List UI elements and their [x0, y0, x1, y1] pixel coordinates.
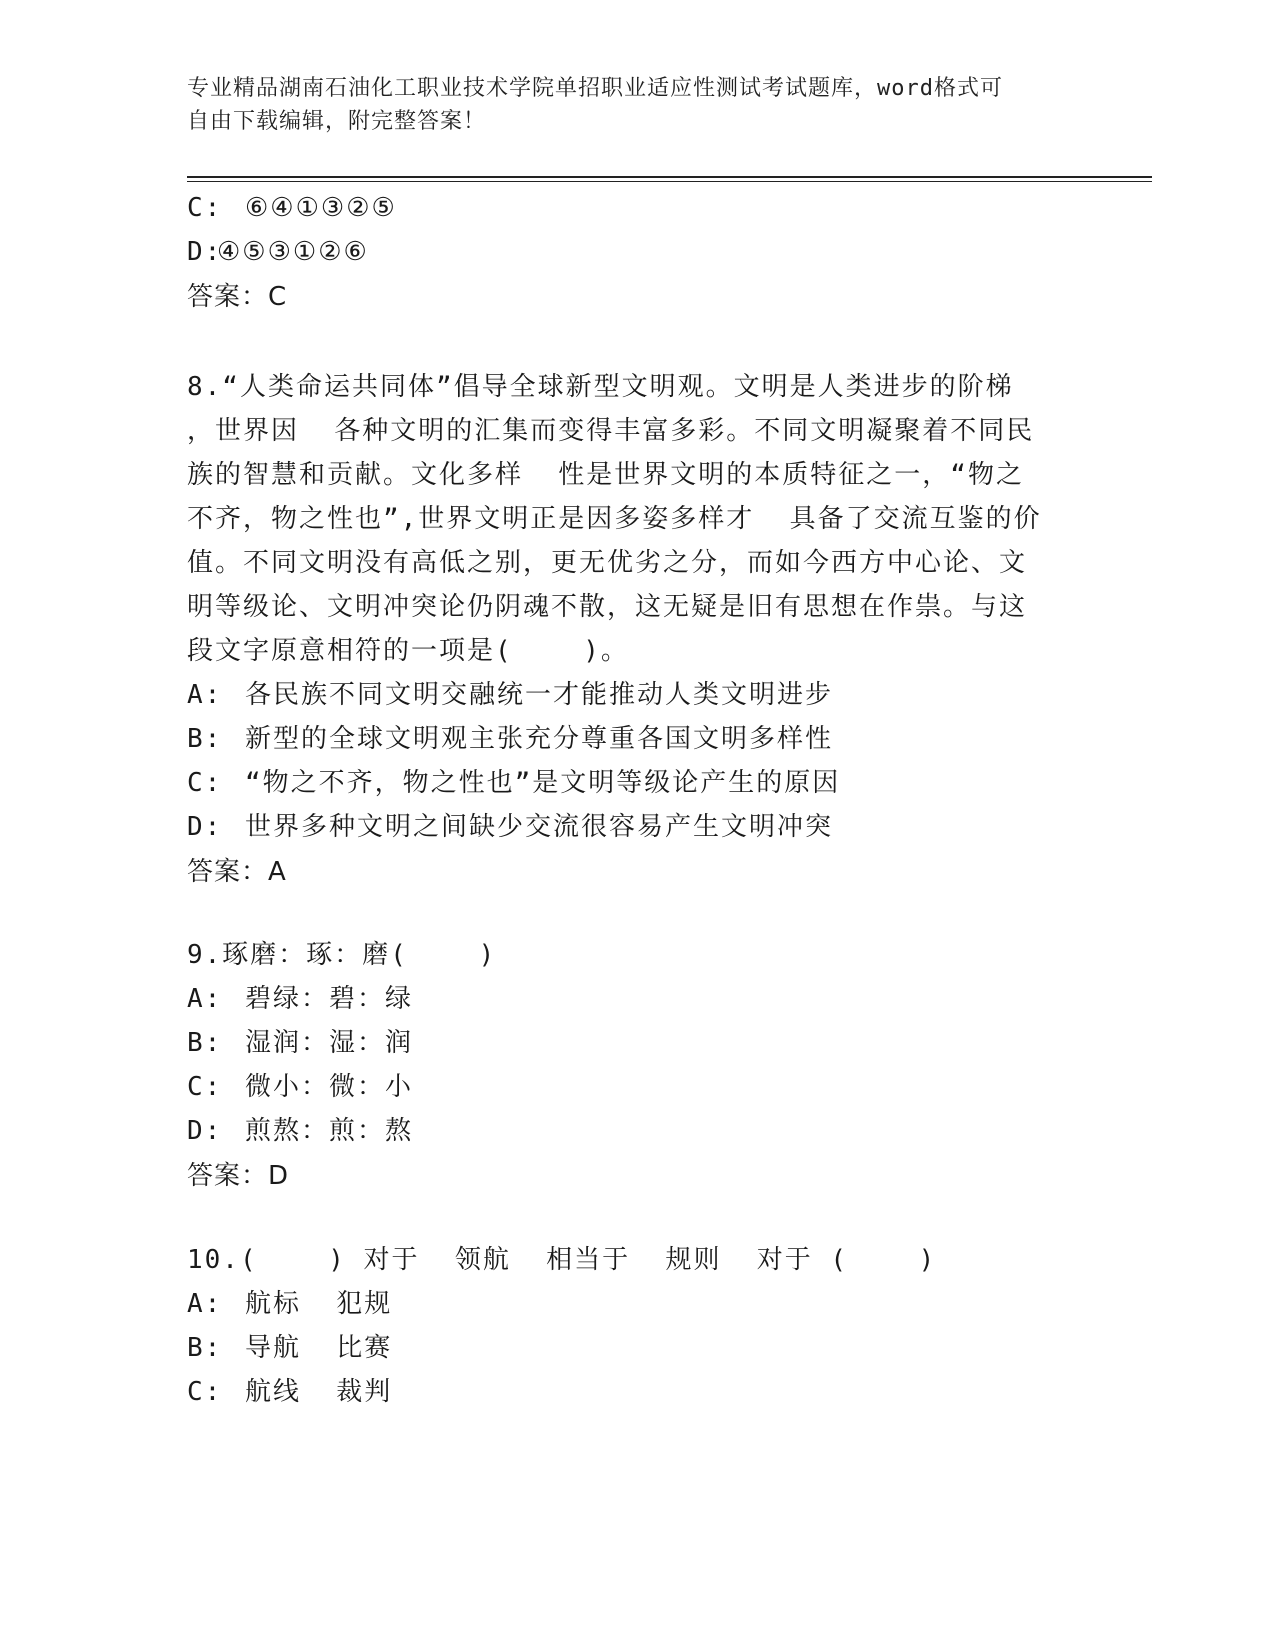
q8-stem-line: 值。不同文明没有高低之别，更无优劣之分，而如今西方中心论、文: [187, 548, 1028, 578]
q10-option-c: [187, 1375, 392, 1409]
q8-answer: 答案：A: [187, 857, 287, 887]
q7-option-d-label: D:: [187, 237, 223, 267]
q9-option-label: C:: [187, 1072, 223, 1102]
q8-option-label: B:: [187, 724, 223, 754]
q10-option-text: 航标 犯规: [245, 1289, 393, 1319]
q9-option-d: [187, 1114, 413, 1148]
q10-option-text: 导航 比赛: [245, 1333, 393, 1363]
q10-option-label: A:: [187, 1289, 223, 1319]
q8-option-text: 世界多种文明之间缺少交流很容易产生文明冲突: [245, 812, 834, 842]
q10-option-text: 航线 裁判: [245, 1377, 393, 1407]
q8-stem-line: 8.“人类命运共同体”倡导全球新型文明观。文明是人类进步的阶梯: [187, 372, 1014, 402]
q7-answer: 答案：C: [187, 282, 288, 312]
q8-option-c: [187, 766, 840, 800]
q8-option-d: [187, 810, 833, 844]
header-line-1: 专业精品湖南石油化工职业技术学院单招职业适应性测试考试题库，word格式可: [187, 76, 1003, 101]
q8-stem-line: 段文字原意相符的一项是( )。: [187, 636, 629, 666]
q10-option-a: [187, 1287, 392, 1321]
q9-stem: 9.琢磨：琢：磨( ): [187, 940, 497, 970]
q9-option-c: [187, 1070, 413, 1104]
q10-option-label: C:: [187, 1377, 223, 1407]
q9-option-text: 碧绿：碧：绿: [245, 984, 414, 1014]
q8-stem-line: 族的智慧和贡献。文化多样 性是世界文明的本质特征之一，“物之: [187, 460, 1024, 490]
q9-option-label: B:: [187, 1028, 223, 1058]
q9-option-text: 煎熬：煎：熬: [245, 1116, 414, 1146]
q10-option-label: B:: [187, 1333, 223, 1363]
q9-option-b: [187, 1026, 413, 1060]
q7-option-c-label: C:: [187, 193, 223, 223]
q8-option-a: [187, 678, 833, 712]
header-line-2: 自由下载编辑，附完整答案！: [187, 109, 487, 134]
q8-option-label: D:: [187, 812, 223, 842]
q8-stem-line: ，世界因 各种文明的汇集而变得丰富多彩。不同文明凝聚着不同民: [187, 416, 1035, 446]
q8-option-label: A:: [187, 680, 223, 710]
q8-option-text: 各民族不同文明交融统一才能推动人类文明进步: [245, 680, 834, 710]
q9-option-a: [187, 982, 413, 1016]
q9-option-label: A:: [187, 984, 223, 1014]
q8-option-label: C:: [187, 768, 223, 798]
q9-option-text: 微小：微：小: [245, 1072, 414, 1102]
q7-option-c: [187, 191, 397, 225]
q9-option-text: 湿润：湿：润: [245, 1028, 414, 1058]
q8-option-text: “物之不齐，物之性也”是文明等级论产生的原因: [245, 768, 841, 798]
q8-stem-line: 不齐，物之性也”,世界文明正是因多姿多样才 具备了交流互鉴的价: [187, 504, 1042, 534]
q7-option-c-text: ⑥④①③②⑤: [245, 193, 397, 223]
q10-option-b: [187, 1331, 392, 1365]
q8-option-b: [187, 722, 833, 756]
q7-option-d-text: ④⑤③①②⑥: [217, 237, 369, 267]
q10-stem: 10.( ) 对于 领航 相当于 规则 对于 ( ): [187, 1245, 937, 1275]
q9-option-label: D:: [187, 1116, 223, 1146]
header-rule: [187, 176, 1152, 178]
page-header: [187, 72, 1067, 138]
header-rule-thin: [187, 181, 1152, 182]
q7-option-d: [187, 235, 369, 269]
q9-answer: 答案：D: [187, 1161, 290, 1191]
q8-option-text: 新型的全球文明观主张充分尊重各国文明多样性: [245, 724, 834, 754]
q8-stem-line: 明等级论、文明冲突论仍阴魂不散，这无疑是旧有思想在作祟。与这: [187, 592, 1028, 622]
